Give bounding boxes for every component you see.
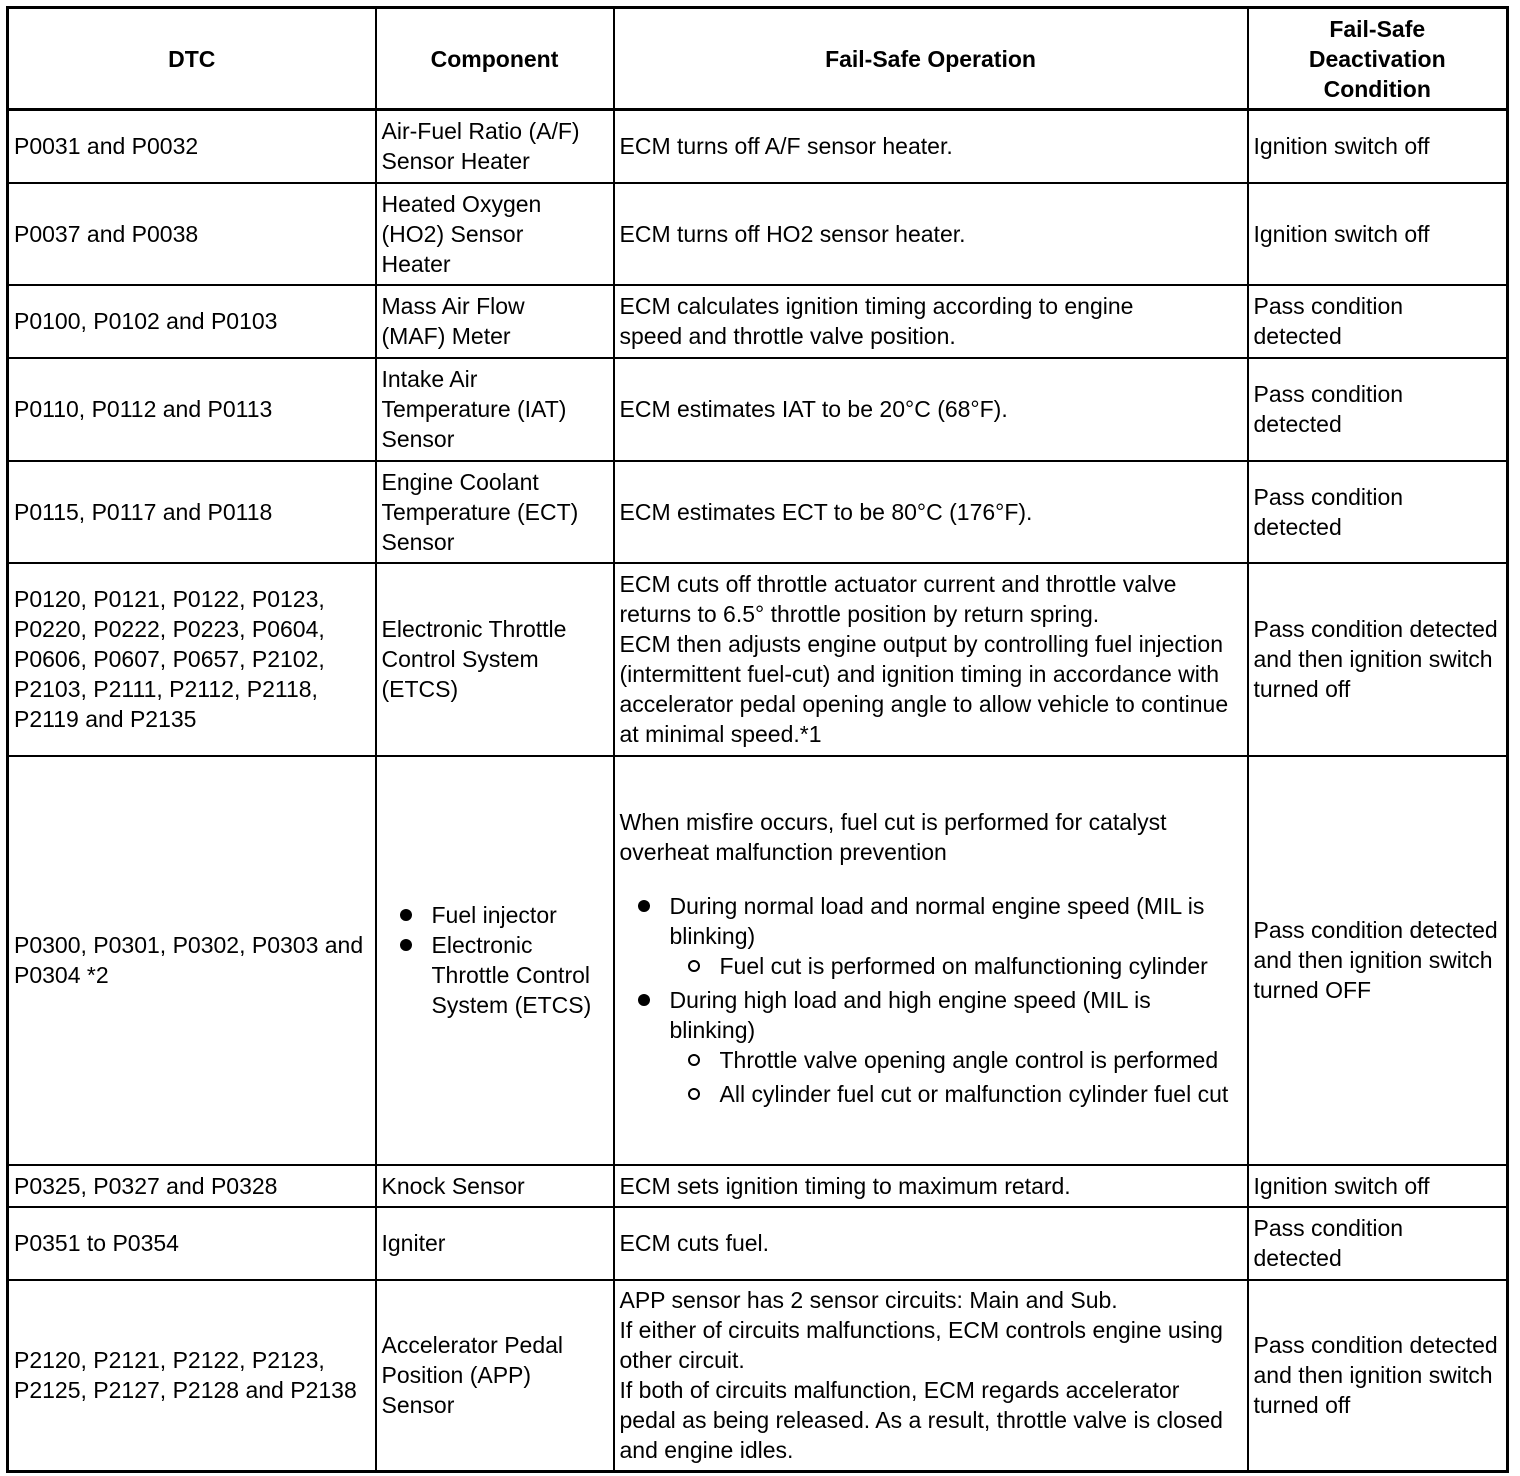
deactivation-cell: Pass condition detected and then ignition switch turned off xyxy=(1248,1280,1508,1472)
component-cell xyxy=(376,756,614,1165)
dtc-cell: P0037 and P0038 xyxy=(8,183,376,285)
operation-cell: ECM estimates IAT to be 20°C (68°F). xyxy=(614,358,1248,461)
operation-cell: ECM estimates ECT to be 80°C (176°F). xyxy=(614,461,1248,563)
table-row xyxy=(8,756,1508,1165)
operation-cell xyxy=(614,756,1248,1165)
operation-paragraph: ECM cuts off throttle actuator current and throttle valve returns to 6.5° throttle position by return spring. xyxy=(619,571,1177,627)
component-list-item: Fuel injector xyxy=(382,900,608,930)
component-cell: Intake Air Temperature (IAT) Sensor xyxy=(376,358,614,461)
header-component: Component xyxy=(376,8,614,110)
component-cell: Igniter xyxy=(376,1207,614,1280)
operation-bullet: During normal load and normal engine speed (MIL is blinking) Fuel cut is performed on malfunctioning cylinder xyxy=(620,891,1242,981)
component-list-item: Electronic Throttle Control System (ETCS) xyxy=(382,930,608,1020)
component-cell: Electronic Throttle Control System (ETCS) xyxy=(376,563,614,756)
component-cell: Air-Fuel Ratio (A/F) Sensor Heater xyxy=(376,110,614,183)
deactivation-cell: Ignition switch off xyxy=(1248,1165,1508,1207)
operation-bullet-list xyxy=(620,891,1242,1109)
operation-sub-list xyxy=(670,951,1242,981)
deactivation-cell: Ignition switch off xyxy=(1248,183,1508,285)
operation-sub-bullet: Throttle valve opening angle control is performed xyxy=(670,1045,1242,1075)
header-deactivation: Fail-Safe Deactivation Condition xyxy=(1248,8,1508,110)
dtc-cell: P0100, P0102 and P0103 xyxy=(8,285,376,358)
dtc-cell: P0110, P0112 and P0113 xyxy=(8,358,376,461)
table-row xyxy=(8,1207,1508,1280)
spacer xyxy=(620,867,1242,891)
deactivation-cell: Pass condition detected and then ignition switch turned off xyxy=(1248,563,1508,756)
circle-bullet-icon xyxy=(688,1054,700,1066)
bullet-icon xyxy=(638,994,650,1006)
operation-paragraph: APP sensor has 2 sensor circuits: Main and Sub. xyxy=(619,1287,1118,1314)
circle-bullet-icon xyxy=(688,1088,700,1100)
deactivation-cell: Pass condition detected and then ignition switch turned OFF xyxy=(1248,756,1508,1165)
table-row xyxy=(8,1280,1508,1472)
circle-bullet-icon xyxy=(688,960,700,972)
dtc-cell: P2120, P2121, P2122, P2123, P2125, P2127, P2128 and P2138 xyxy=(8,1280,376,1472)
operation-cell: ECM turns off A/F sensor heater. xyxy=(614,110,1248,183)
operation-sub-bullet: All cylinder fuel cut or malfunction cylinder fuel cut xyxy=(670,1079,1242,1109)
table-row xyxy=(8,1165,1508,1207)
component-cell: Mass Air Flow (MAF) Meter xyxy=(376,285,614,358)
dtc-cell: P0031 and P0032 xyxy=(8,110,376,183)
fail-safe-table xyxy=(6,6,1509,1473)
table-row xyxy=(8,358,1508,461)
operation-cell: ECM sets ignition timing to maximum retard. xyxy=(614,1165,1248,1207)
operation-cell: ECM turns off HO2 sensor heater. xyxy=(614,183,1248,285)
table-row xyxy=(8,110,1508,183)
operation-cell: ECM calculates ignition timing according to engine speed and throttle valve position. xyxy=(614,285,1248,358)
operation-cell: ECM cuts fuel. xyxy=(614,1207,1248,1280)
table-row xyxy=(8,461,1508,563)
dtc-cell: P0300, P0301, P0302, P0303 and P0304 *2 xyxy=(8,756,376,1165)
operation-sub-bullet: Fuel cut is performed on malfunctioning cylinder xyxy=(670,951,1242,981)
table-row xyxy=(8,183,1508,285)
operation-paragraph: If either of circuits malfunctions, ECM controls engine using other circuit. xyxy=(619,1317,1223,1374)
component-cell: Knock Sensor xyxy=(376,1165,614,1207)
component-cell: Engine Coolant Temperature (ECT) Sensor xyxy=(376,461,614,563)
component-list xyxy=(382,900,608,1020)
dtc-cell: P0325, P0327 and P0328 xyxy=(8,1165,376,1207)
deactivation-cell: Ignition switch off xyxy=(1248,110,1508,183)
table-row xyxy=(8,563,1508,756)
deactivation-cell: Pass condition detected xyxy=(1248,358,1508,461)
dtc-cell: P0351 to P0354 xyxy=(8,1207,376,1280)
bullet-icon xyxy=(400,909,412,921)
header-operation: Fail-Safe Operation xyxy=(614,8,1248,110)
bullet-icon xyxy=(400,939,412,951)
table-row xyxy=(8,285,1508,358)
operation-bullet: During high load and high engine speed (MIL is blinking) Throttle valve opening angle control is performed All cylinder fuel cut or malfunction cylinder fuel cut xyxy=(620,985,1242,1109)
header-dtc: DTC xyxy=(8,8,376,110)
deactivation-cell: Pass condition detected xyxy=(1248,1207,1508,1280)
deactivation-cell: Pass condition detected xyxy=(1248,461,1508,563)
operation-cell xyxy=(614,1280,1248,1472)
operation-paragraph: ECM then adjusts engine output by controlling fuel injection (intermittent fuel-cut) and ignition timing in accordance with accelerator pedal opening angle to allow vehicle to continue at minimal speed.*1 xyxy=(619,631,1229,747)
bullet-icon xyxy=(638,900,650,912)
operation-sub-list xyxy=(670,1045,1242,1109)
operation-cell xyxy=(614,563,1248,756)
deactivation-cell: Pass condition detected xyxy=(1248,285,1508,358)
dtc-cell: P0115, P0117 and P0118 xyxy=(8,461,376,563)
component-cell: Accelerator Pedal Position (APP) Sensor xyxy=(376,1280,614,1472)
operation-intro: When misfire occurs, fuel cut is performed for catalyst overheat malfunction prevention xyxy=(619,809,1167,865)
operation-paragraph: If both of circuits malfunction, ECM regards accelerator pedal as being released. As a result, throttle valve is closed and engine idles. xyxy=(619,1377,1223,1464)
dtc-cell: P0120, P0121, P0122, P0123, P0220, P0222, P0223, P0604, P0606, P0607, P0657, P2102, P2103, P2111, P2112, P2118, P2119 and P2135 xyxy=(8,563,376,756)
table-header-row xyxy=(8,8,1508,110)
component-cell: Heated Oxygen (HO2) Sensor Heater xyxy=(376,183,614,285)
